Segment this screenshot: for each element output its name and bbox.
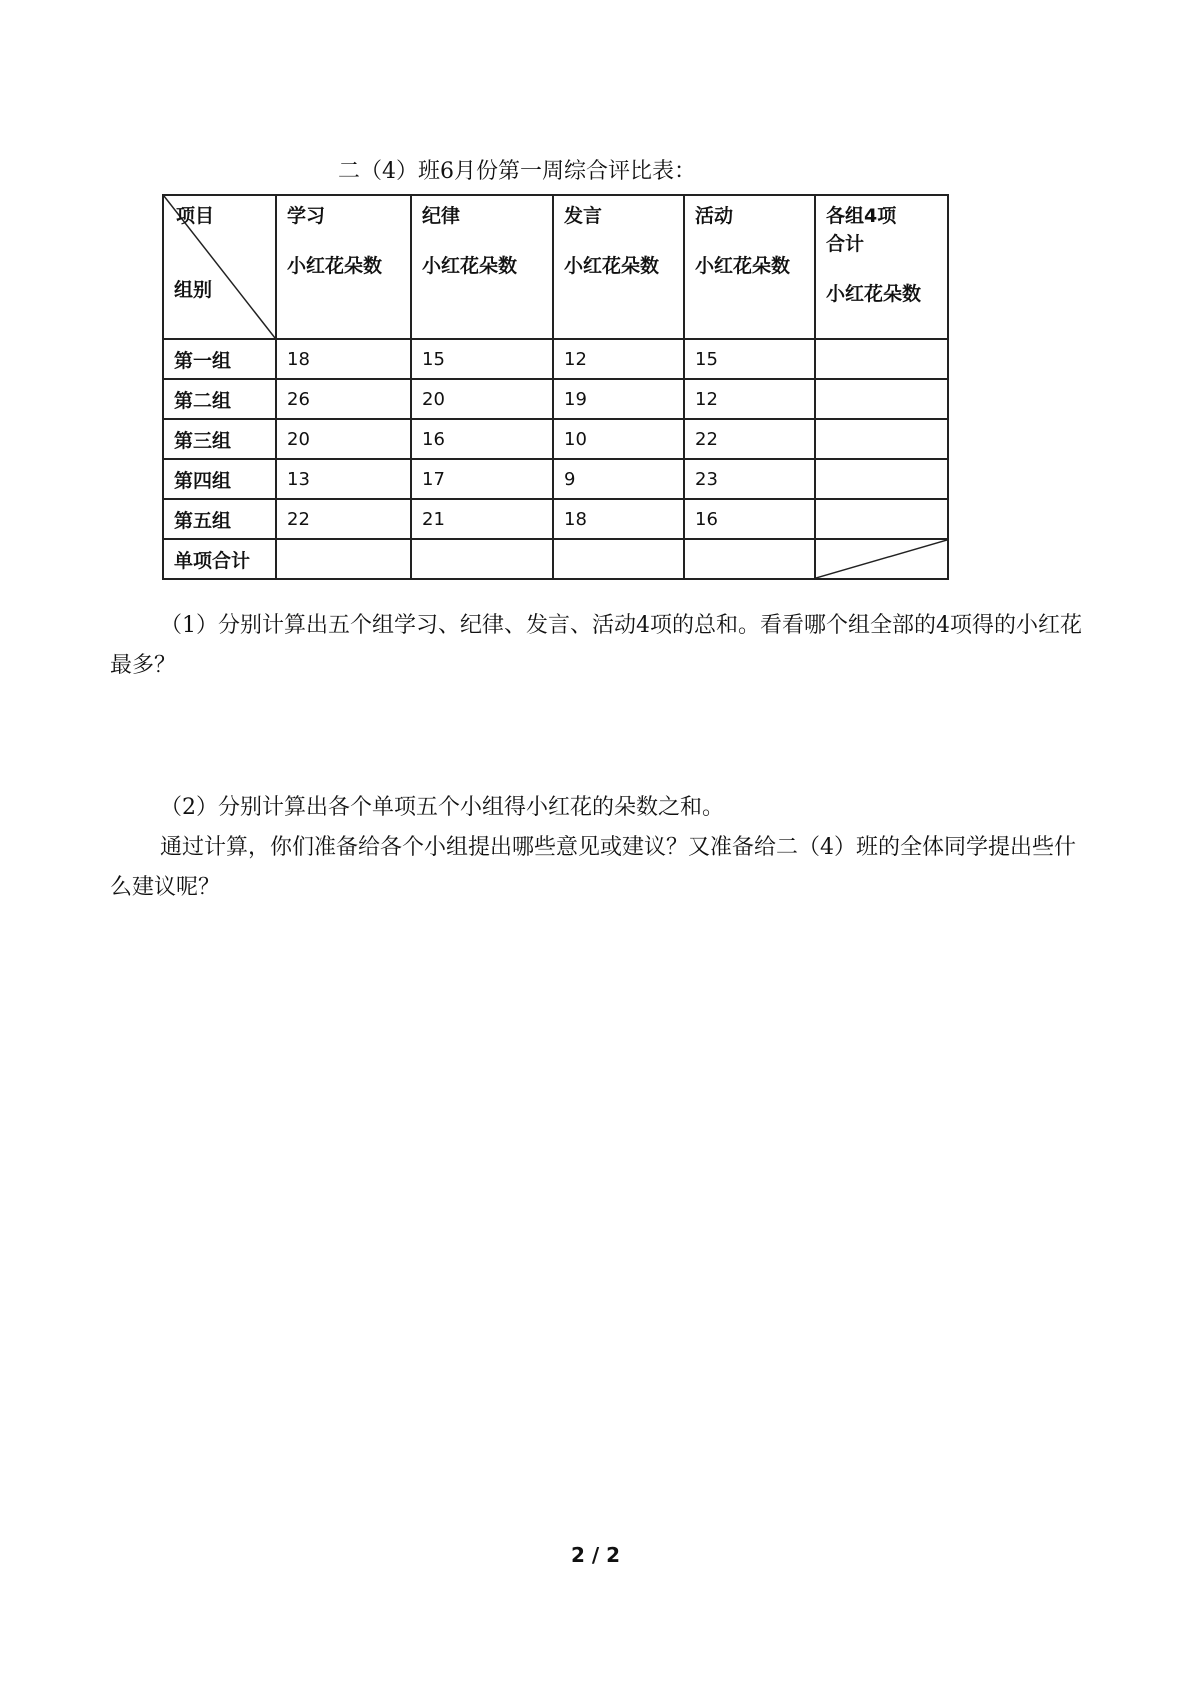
table-cell — [815, 379, 948, 419]
table-cell — [815, 459, 948, 499]
table-row — [163, 339, 948, 379]
column-header — [553, 195, 684, 339]
table-cell: 15 — [684, 339, 815, 379]
column-header — [684, 195, 815, 339]
table-cell — [815, 419, 948, 459]
table-cell — [815, 499, 948, 539]
table-cell: 19 — [553, 379, 684, 419]
column-header-name: 活动 — [695, 205, 734, 227]
diagonal-line — [816, 540, 947, 578]
column-header-unit: 小红花朵数 — [422, 255, 518, 277]
table-row — [163, 499, 948, 539]
column-header-unit: 小红花朵数 — [695, 255, 791, 277]
table-cell: 18 — [276, 339, 411, 379]
table-cell: 26 — [276, 379, 411, 419]
table-row — [163, 379, 948, 419]
column-header-unit: 小红花朵数 — [564, 255, 660, 277]
table-cell: 16 — [411, 419, 553, 459]
table-cell: 12 — [684, 379, 815, 419]
table-cell: 23 — [684, 459, 815, 499]
table-cell: 15 — [411, 339, 553, 379]
row-label: 第一组 — [163, 339, 276, 379]
table-cell: 20 — [276, 419, 411, 459]
row-label: 第五组 — [163, 499, 276, 539]
column-header-name: 发言 — [564, 205, 603, 227]
table-cell — [553, 539, 684, 579]
table-cell — [411, 539, 553, 579]
table-cell: 22 — [684, 419, 815, 459]
table-cell: 20 — [411, 379, 553, 419]
row-label: 第三组 — [163, 419, 276, 459]
column-header-name: 各组4项 — [826, 205, 897, 227]
page-number: 2 / 2 — [570, 1543, 621, 1567]
corner-label-item: 项目 — [176, 205, 215, 227]
table-title: 二（4）班6月份第一周综合评比表： — [338, 159, 696, 184]
row-label: 第二组 — [163, 379, 276, 419]
table-header-row — [163, 195, 948, 339]
table-cell: 10 — [553, 419, 684, 459]
corner-cell — [163, 195, 276, 339]
table-cell — [815, 339, 948, 379]
table-cell: 12 — [553, 339, 684, 379]
table-cell: 18 — [553, 499, 684, 539]
table-cell: 17 — [411, 459, 553, 499]
column-header — [276, 195, 411, 339]
column-header-unit: 小红花朵数 — [826, 283, 922, 305]
column-header — [411, 195, 553, 339]
table-row — [163, 419, 948, 459]
row-label: 第四组 — [163, 459, 276, 499]
table-cell: 22 — [276, 499, 411, 539]
column-header-unit: 小红花朵数 — [287, 255, 383, 277]
question-1: （1）分别计算出五个组学习、纪律、发言、活动4项的总和。看看哪个组全部的4项得的小红花最多？ — [110, 613, 1082, 678]
table-cell: 21 — [411, 499, 553, 539]
table-row — [163, 459, 948, 499]
corner-label-group: 组别 — [174, 279, 213, 301]
table-cell: 13 — [276, 459, 411, 499]
table-cell — [684, 539, 815, 579]
question-2: （2）分别计算出各个单项五个小组得小红花的朵数之和。 — [160, 795, 724, 820]
total-row — [163, 539, 948, 579]
column-header: 各组4项 合计 小红花朵数 — [815, 195, 948, 339]
table-cell: 16 — [684, 499, 815, 539]
crossed-out-cell — [815, 539, 948, 579]
row-label: 单项合计 — [163, 539, 276, 579]
question-3: 通过计算，你们准备给各个小组提出哪些意见或建议？又准备给二（4）班的全体同学提出些什么建议呢？ — [110, 835, 1077, 900]
table-cell: 9 — [553, 459, 684, 499]
column-header-name: 学习 — [287, 205, 326, 227]
score-table — [162, 194, 949, 580]
table-cell — [276, 539, 411, 579]
column-header-name: 纪律 — [422, 205, 461, 227]
